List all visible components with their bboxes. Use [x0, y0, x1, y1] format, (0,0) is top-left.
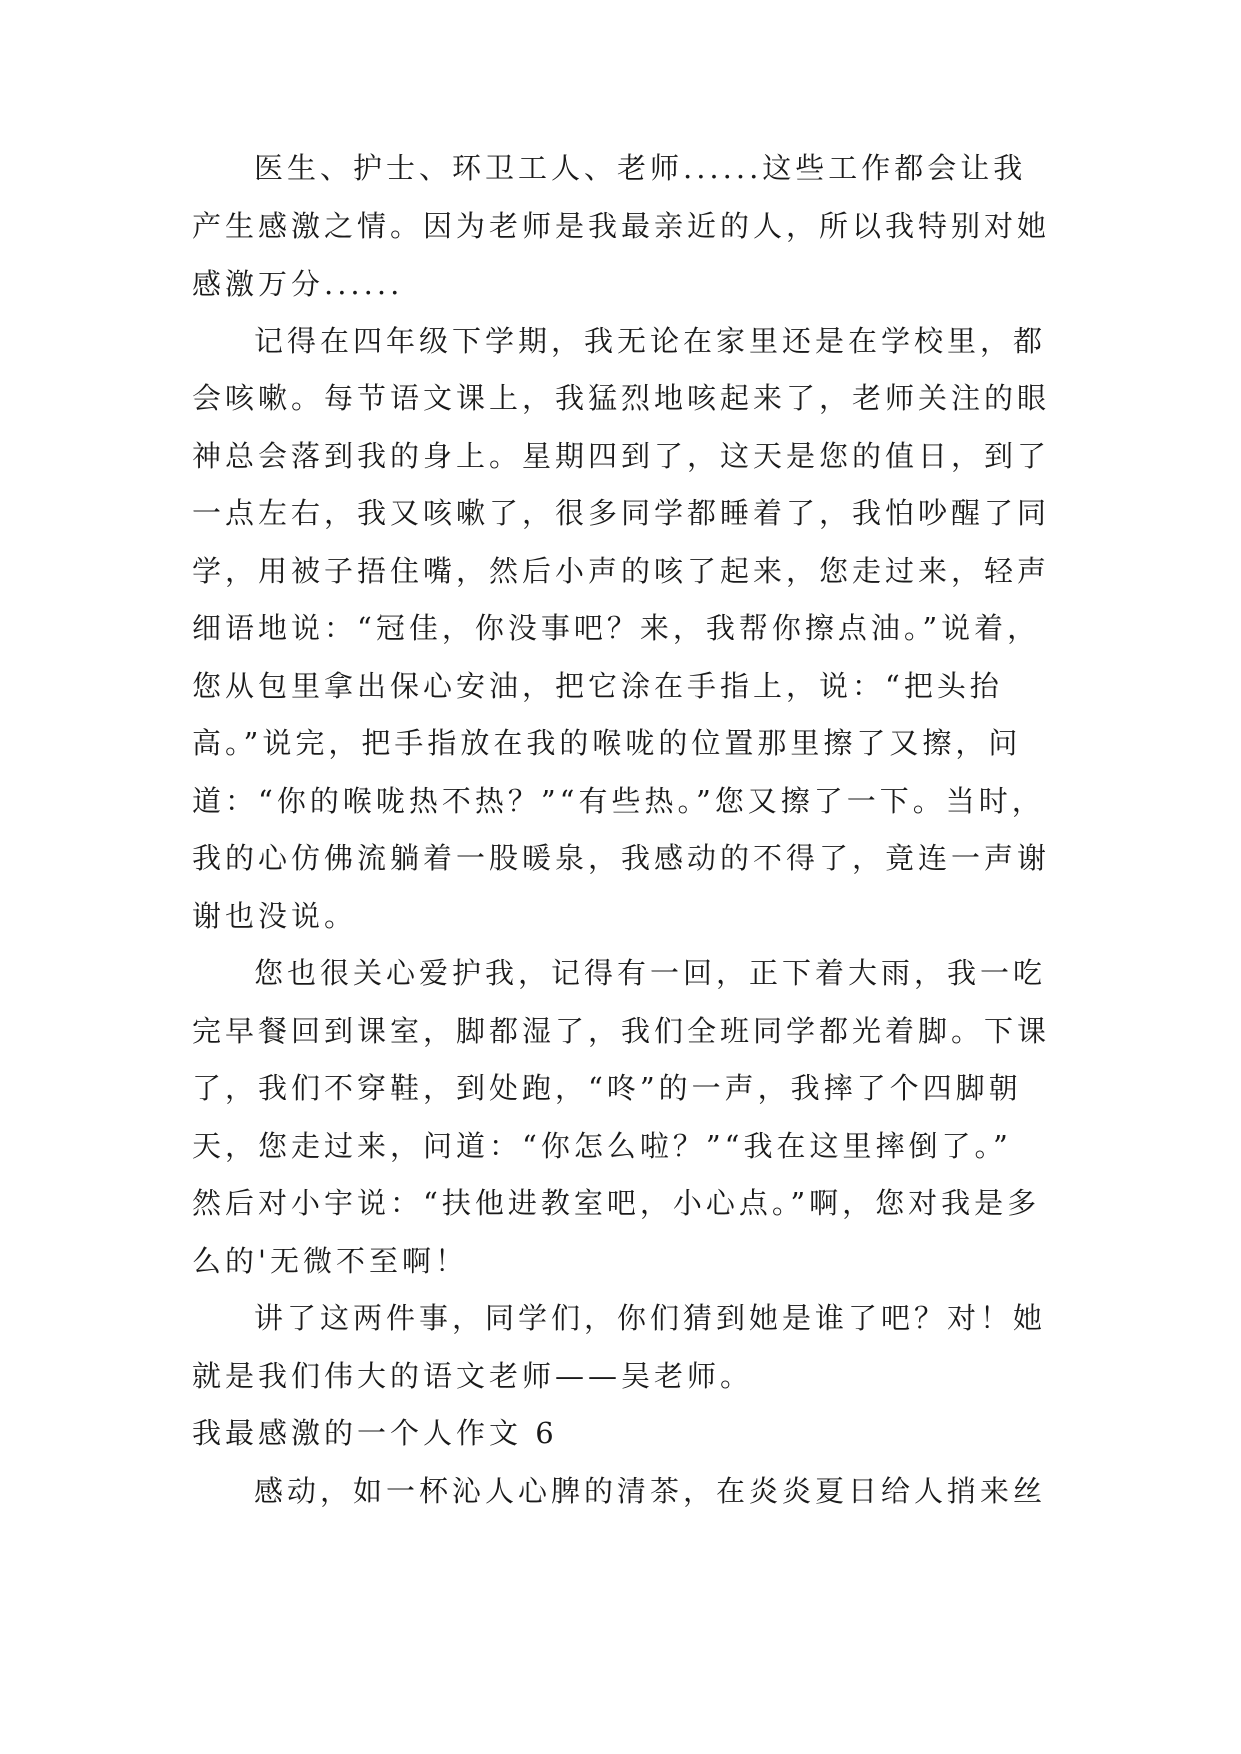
text-line: 高。”说完，把手指放在我的喉咙的位置那里擦了又擦，问 — [192, 726, 1022, 760]
text-line: 讲了这两件事，同学们，你们猜到她是谁了吧？对！她 — [254, 1301, 1047, 1335]
text-line: 一点左右，我又咳嗽了，很多同学都睡着了，我怕吵醒了同 — [192, 496, 1051, 530]
text-line: 记得在四年级下学期，我无论在家里还是在学校里，都 — [254, 324, 1047, 358]
text-line: 就是我们伟大的语文老师——吴老师。 — [192, 1359, 754, 1393]
text-line: 您也很关心爱护我，记得有一回，正下着大雨，我一吃 — [254, 956, 1047, 990]
text-line: 了，我们不穿鞋，到处跑，“咚”的一声，我摔了个四脚朝 — [192, 1071, 1022, 1105]
text-line: 医生、护士、环卫工人、老师......这些工作都会让我 — [254, 151, 1027, 185]
text-line: 然后对小宇说：“扶他进教室吧，小心点。”啊，您对我是多 — [192, 1186, 1041, 1220]
text-line: 么的'无微不至啊！ — [192, 1244, 468, 1278]
text-line: 细语地说：“冠佳，你没事吧？来，我帮你擦点油。”说着， — [192, 611, 1041, 645]
text-line: 道：“你的喉咙热不热？”“有些热。”您又擦了一下。当时， — [192, 784, 1045, 818]
text-line: 您从包里拿出保心安油，把它涂在手指上，说：“把头抬 — [192, 669, 1003, 703]
text-line: 完早餐回到课室，脚都湿了，我们全班同学都光着脚。下课 — [192, 1014, 1051, 1048]
text-line: 神总会落到我的身上。星期四到了，这天是您的值日，到了 — [192, 439, 1051, 473]
text-line: 学，用被子捂住嘴，然后小声的咳了起来，您走过来，轻声 — [192, 554, 1051, 588]
text-line: 我的心仿佛流躺着一股暖泉，我感动的不得了，竟连一声谢 — [192, 841, 1051, 875]
text-line: 产生感激之情。因为老师是我最亲近的人，所以我特别对她 — [192, 209, 1051, 243]
section-heading: 我最感激的一个人作文 6 — [192, 1416, 558, 1450]
text-line: 会咳嗽。每节语文课上，我猛烈地咳起来了，老师关注的眼 — [192, 381, 1051, 415]
text-line: 感动，如一杯沁人心脾的清茶，在炎炎夏日给人捎来丝 — [254, 1474, 1047, 1508]
text-line: 天，您走过来，问道：“你怎么啦？”“我在这里摔倒了。” — [192, 1129, 1012, 1163]
text-line: 谢也没说。 — [192, 899, 358, 933]
text-line: 感激万分...... — [192, 267, 404, 301]
